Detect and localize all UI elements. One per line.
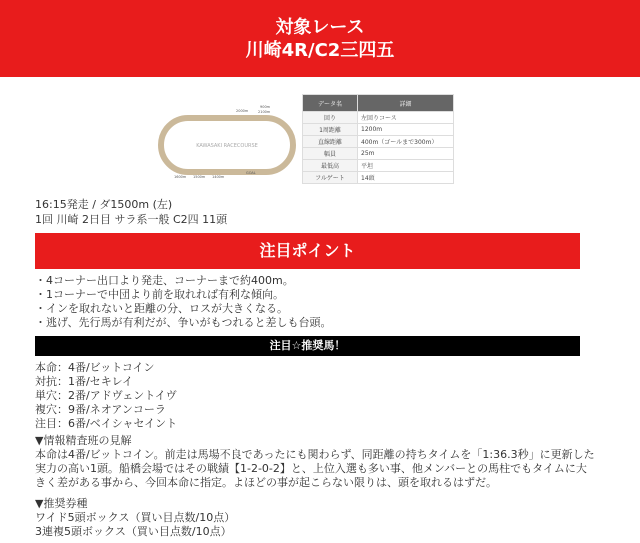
tickets-section [35,497,235,539]
table-value: 400m（ゴールまで300m） [358,136,454,148]
table-value: 14頭 [358,172,454,184]
list-item: 単穴：2番/アドヴェントイヴ [35,389,177,402]
target-race-banner [0,0,640,77]
table-key: 1周距離 [303,124,358,136]
label-2100m: 2100m [258,110,271,114]
label-1500m: 1500m [193,175,206,179]
race-time-distance: 16:15発走 / ダ1500m (左) [35,198,173,211]
table-header-row [303,95,454,112]
table-key: フルゲート [303,172,358,184]
table-header: データ名 [303,95,358,112]
table-key: 幅員 [303,148,358,160]
table-header: 詳細 [358,95,454,112]
table-row [303,160,454,172]
table-value: 25m [358,148,454,160]
table-key: 回り [303,112,358,124]
table-row [303,136,454,148]
label-goal: GOAL [246,171,256,175]
course-map-title: KAWASAKI RACECOURSE [196,143,258,149]
points-heading: 注目ポイント [35,233,580,269]
analysis-heading: ▼情報精査班の見解 [35,434,132,447]
label-2000m: 2000m [236,109,249,113]
table-key: 直線距離 [303,136,358,148]
list-item: ・逃げ、先行馬が有利だが、争いがもつれると差しも台頭。 [35,316,332,329]
list-item: ・インを取れないと距離の分、ロスが大きくなる。 [35,302,288,315]
list-item: ワイド5頭ボックス（買い目点数/10点） [35,511,236,524]
label-900m: 900m [260,105,271,109]
list-item: ・4コーナー出口より発走、コーナーまで約400m。 [35,274,294,287]
label-1600m: 1600m [174,175,187,179]
table-row [303,172,454,184]
course-map [158,104,298,184]
table-row [303,124,454,136]
recommend-heading: 注目☆推奨馬！ [35,336,580,356]
points-list [35,274,332,330]
list-item: 複穴：9番/ネオアンコーラ [35,403,166,416]
list-item: 3連複5頭ボックス（買い目点数/10点） [35,525,232,538]
table-key: 最低高 [303,160,358,172]
analysis-body: 本命は4番/ビットコイン。前走は馬場不良であったにも関わらず、同距離の持ちタイムを「1:36.3秒」に更新した実力の高い1頭。船橋会場ではその戦績【1-2-0-2】と、上位入選も多い事、他メンバーとの馬柱でもタイムに大きく差がある事から、今回本命に指定。よほどの事が起こらない限りは、頭を取れるはずだ。 [35,448,595,489]
tickets-heading: ▼推奨券種 [35,497,88,510]
list-item: 対抗：1番/セキレイ [35,375,134,388]
list-item: 注目：6番/ベイシャセイント [35,417,178,430]
recommend-list [35,361,177,431]
table-row [303,148,454,160]
table-value: 平坦 [358,160,454,172]
table-value: 1200m [358,124,454,136]
table-row [303,112,454,124]
banner-title: 対象レース [275,17,365,38]
banner-race-name: 川崎4R/C2三四五 [245,40,395,61]
analysis-section [35,434,595,490]
race-details: 1回 川崎 2日目 サラ系一般 C2四 11頭 [35,213,228,226]
list-item: ・1コーナーで中団より前を取れれば有利な傾向。 [35,288,284,301]
list-item: 本命：4番/ビットコイン [35,361,155,374]
label-1400m: 1400m [212,175,225,179]
course-data-table [302,94,454,184]
race-meta [35,197,227,227]
table-value: 左回りコース [358,112,454,124]
